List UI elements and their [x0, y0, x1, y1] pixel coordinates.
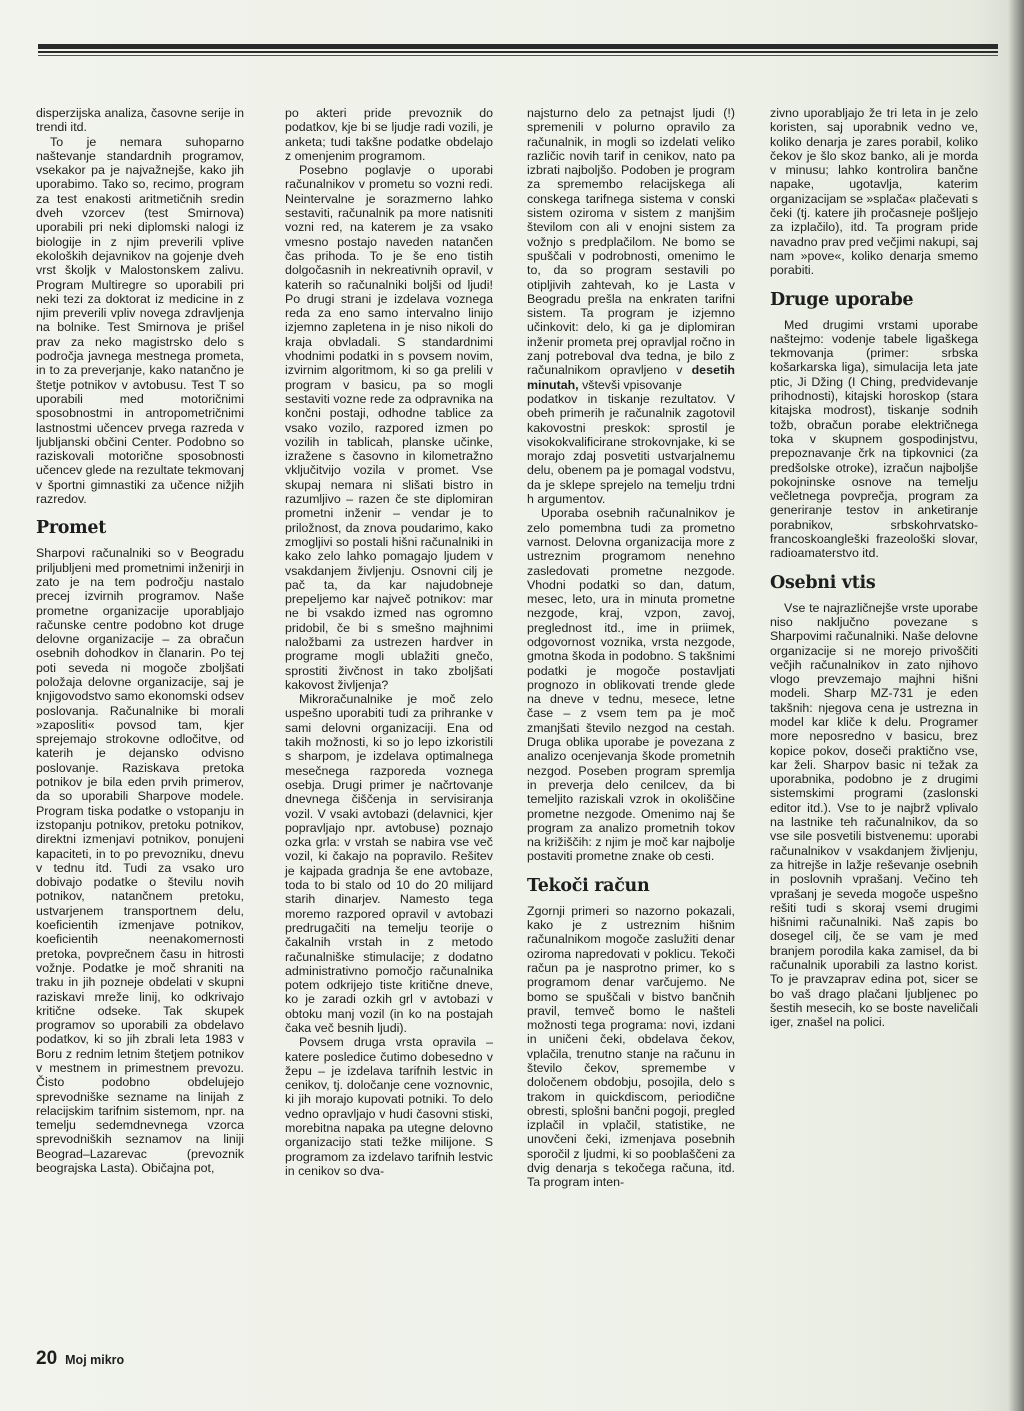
- paragraph-text: podatkov in tiskanje rezultatov. V obeh primerih je računalnik zagotovil kakovostni preskok: sprostil je visokokvalificirane strokovnjake, ki se morajo zdaj posvetiti ustvarjalnemu delu, obenem pa je pomagal vodstvu, da je sklepe sprejelo na temelju trdni h argumentov.: [527, 391, 735, 507]
- paragraph-text: Posebno poglavje o uporabi računalnikov v prometu so vozni redi. Neintervalne je sorazmerno lahko sestaviti, računalnik pa more natisniti vozni red, na katerem je za vsako vmesno postajo naveden natančen čas prihoda. To je še eno tistih dolgočasnih in nekreativnih opravil, v katerih so računalniki boljši od ljudi! Po drugi strani je izdelava voznega reda za eno samo intervalno linijo izjemno zapletena in je niso nikoli do kraja obvladali. S standardnimi vhodnimi podatki in s povsem novim, izvirnim algoritmom, ki so ga prelili v program v basicu, pa so mogli sestaviti vozne rede za odpravnika na končni postaji, odhodne tablice za vsako vozilo, razpored izmen po vozilih in tablicah, planske učinke, izražene s časovno in kilometražno vključitvijo vozila v promet. Vse skupaj nemara ni slišati bistro in razumljivo – razen če ste diplomiran prometni inženir – vendar je to priložnost, da znova poudarimo, kako zmogljivi so postali hišni računalniki in kako zelo lahko pomagajo ljudem v vsakdanjem življenju. Osnovni cilj je pač ta, da kar najudobneje prepeljemo kar največ potnikov: mar ne bi vsakdo izmed nas ogromno pridobil, če bi s smešno majhnimi naložbami za ustrezen hardver in programe mogli ublažiti gnečo, sprostiti živčnost in tako zboljšati kakovost življenja?: [285, 163, 493, 692]
- paragraph-text: Mikroračunalnike je moč zelo uspešno uporabiti tudi za prihranke v sami delovni organizaciji. Ena od takih možnosti, ki so jo lepo izkoristili s sharpom, je izdelava optimalnega mesečnega razporeda voznega osebja. Drugi primer je načrtovanje dnevnega čiščenja in servisiranja vozil. V vsaki avtobazi (delavnici, kjer popravljajo npr. avtobuse) poznajo ozka grla: v vrstah se nabira vse več vozil, ki čakajo na popravilo. Rešitev je kajpada gradnja še ene avtobaze, toda to bi stalo od 10 do 20 milijard starih dinarjev. Namesto tega moremo razpored opravil v avtobazi predrugačiti na temelju teorije o čakalnih vrstah in z metodo računalniške stimulacije; z dodatno administrativno pomočjo računalnika potem odkrijejo tiste kritične dneve, ko je zaradi ozkih grl v avtobazi v obtoku manj vozil (in ko na postajah čaka več besnih ljudi).: [285, 692, 493, 1035]
- paragraph: [770, 601, 978, 1030]
- page-number: 20: [36, 1348, 58, 1369]
- paragraph: [527, 506, 735, 863]
- paragraph: [285, 163, 493, 692]
- column-1: [36, 106, 244, 1175]
- paragraph-text: Vse te najrazličnejše vrste uporabe niso naključno povezane s Sharpovimi računalniki. Naše delovne organizacije si ne morejo privoščiti večjih računalnikov in zato njihovo vlogo prevzemajo majhni hišni modeli. Sharp MZ-731 je eden takšnih: njegova cena je ustrezna in model kar kliče k delu. Programer more neposredno v basicu, brez kopice pokov, doseči praktično vse, kar želi. Sharpov basic ni težak za uporabnika, podobno je z drugimi sistemskimi programi (zaslonski editor itd.). Vse to je najbrž vplivalo na lastnike teh računalnikov, da so vse sile posvetili bistvenemu: uporabi računalnikov v vsakdanjem življenju, za hitrejše in lažje reševanje osebnih in poslovnih vprašanj. Večino teh vprašanj je seveda mogoče uspešno rešiti tudi s skoraj vsemi drugimi hišnimi računalniki. Naš zapis bo dosegel cilj, če se vam je med branjem porodila kaka zamisel, da bi računalnik uporabili za lastno korist. To je pravzaprav edina pot, sicer se bo vaš drago plačani ljubljenec po šestih mesecih, ko se boste naveličali iger, znašel na polici.: [770, 600, 978, 1030]
- paragraph-text: Sharpovi računalniki so v Beogradu priljubljeni med prometnimi inženirji in zato je na tem področju nastalo precej izvirnih programov. Naše prometne organizacije uporabljajo računske centre podobno kot druge delovne organizacije – za obračun osebnih dohodkov in članarin. Po tej poti seveda ni mogoče zboljšati položaja delovne organizacije, saj je knjigovodstvo samo ekonomski odsev poslovanja. Računalnike bi morali »zaposliti« povsod tam, kjer sprejemajo strokovne odločitve, od katerih je dejansko odvisno poslovanje. Raziskava pretoka potnikov je bila eden prvih primerov, da so uporabili Sharpove modele. Program tiska podatke o vstopanju in izstopanju potnikov, pretoku potnikov, direktni izmenjavi potnikov, ponujeni kapaciteti, in to po prevozniku, dnevu v tednu itd. Tudi za vsako uro dobivajo podatke o številu novih potnikov, natančnem pretoku, ustvarjenem transportnem delu, koeficientih izmenjave potnikov, koeficientih neenakomernosti pretoka, povprečnem času in hitrosti vožnje. Podatke je moč shraniti na traku in jih pozneje obdelati v skupni raziskavi mreže linij, ko odkrivajo kritične odseke. Tak skupek programov so uporabili za obdelavo podatkov, ki so jih zbrali leta 1983 v Boru z rednim letnim štetjem potnikov v mestnem in primestnem prevozu. Čisto podobno obdelujejo sprevodniške sezname na linijah z relacijskim tarifnim sistemom, npr. na temelju sedemdnevnega vzorca sprevodniških seznamov na liniji Beograd–Lazarevac (prevoznik beograjska Lasta). Običajna pot,: [36, 546, 244, 1176]
- top-rule: [38, 44, 998, 49]
- paragraph-text: To je nemara suhoparno naštevanje standardnih programov, vsekakor pa je najvažnejše, kako jih uporabimo. Tako so, recimo, program za test enakosti aritmetičnih sredin dveh vzorcev (test Smirnova) uporabili pri neki diplomski nalogi iz biologije in z njim preverili vplive ekoloških dejavnikov na gojenje dveh vrst školjk v Malostonskem zalivu. Program Multiregre so uporabili pri neki tezi za doktorat iz medicine in z njim preverili vpliv novega zdravljenja na bolnike. Test Smirnova je prišel prav za neko magistrsko delo s področja javnega mestnega prometa, in to za preverjanje, kako natančno je štetje potnikov v avtobusu. Test T so uporabili med motoričnimi sposobnostmi in antropometričnimi lastnostmi učencev prvega razreda v ljubljanski občini Center. Podobno so raziskovali motorične sposobnosti učencev glede na rezultate tekmovanj v športni gimnastiki za učence nižjih razredov.: [36, 134, 245, 507]
- page-edge-shadow: [1008, 0, 1024, 1411]
- paragraph-text: zivno uporabljajo že tri leta in je zelo koristen, saj uporabnik vedno ve, koliko denarja je zares porabil, koliko čekov je šlo skoz banko, ali je morda v minusu; lahko kontrolira bančne napake, ugotavlja, katerim organizacijam se »splača« plačevati s čeki (tj. katere jih pročasneje pošljejo za izplačilo), itd. Ta program pride navadno prav pred večjimi nakupi, saj nam »pove«, koliko denarja smemo porabiti.: [770, 106, 978, 278]
- magazine-name: Moj mikro: [65, 1353, 125, 1367]
- section-heading: Promet: [36, 518, 106, 539]
- column-4: [770, 106, 978, 1030]
- paragraph: [527, 904, 735, 1190]
- paragraph: [285, 692, 493, 1035]
- section-heading: Druge uporabe: [770, 289, 914, 310]
- paragraph: [36, 546, 244, 1175]
- paragraph-text: Povsem druga vrsta opravila – katere posledice čutimo dobesedno v žepu – je izdelava tarifnih lestvic in cenikov, tj. določanje cene voznovnic, ki jih morajo kupovati potniki. To delo vedno opravljajo v hudi časovni stiski, morebitna napaka pa utegne delovno organizacijo stati težke milijone. S programom za izdelavo tarifnih lestvic in cenikov so dva-: [285, 1035, 493, 1178]
- paragraph: [527, 106, 735, 392]
- paragraph-text: Med drugimi vrstami uporabe naštejmo: vodenje tabele ligaškega tekmovanja (primer: srbska košarkarska liga), simulacija leta jate ptic, Ji Džing (I Ching, predvidevanje prihodnosti), kitajski horoskop (stara kitajska modrost), tiskanje sodnih tožb, obračun porabe električnega toka v skupnem gospodinjstvu, prepoznavanje črk na tipkovnici (za predšolske otroke), izračun najboljše pokojninske osnove na temelju večletnega povprečja, program za generiranje testov in anketiranje porabnikov, srbskohrvatsko-francoskoangleški frazeološki slovar, radioamaterstvo itd.: [770, 317, 978, 561]
- paragraph-text: vštevši vpisovanje: [578, 377, 682, 392]
- top-rule-thin: [38, 51, 998, 53]
- paragraph-text: Uporaba osebnih računalnikov je zelo pomembna tudi za prometno varnost. Delovna organizacija more z ustreznim programom nenehno zasledovati prometne nezgode. Vhodni podatki so dan, datum, mesec, leto, ura in minuta prometne nezgode, kraj, vzpon, zavoj, preglednost itd., ime in priimek, odgovornost voznika, vrsta nezgode, gmotna škoda in podobno. S takšnimi podatki je mogoče postavljati prognozo in oblikovati trende glede na dneve v tednu, mesece, letne čase – z vsem tem pa je moč zmanjšati število nezgod na cestah. Druga oblika uporabe je povezana z analizo ocenjevanja škode prometnih nezgod. Poseben program spremlja in preverja delo cenilcev, da bi temeljito raziskali vzrok in okoliščine prometne nezgode. Omenimo naj še program za analizo prometnih tokov na križiščih: z njim je moč kar najbolje postaviti prometne znake ob cesti.: [527, 506, 735, 864]
- paragraph: [285, 106, 493, 163]
- column-3: [527, 106, 735, 1190]
- paragraph: [527, 392, 735, 506]
- paragraph-text: Zgornji primeri so nazorno pokazali, kako je z ustreznim hišnim računalnikom mogoče zaslužiti denar oziroma napredovati v poklicu. Tekoči račun pa je nasprotno primer, ko s programom denar varčujemo. Ne bomo se spuščali v bistvo bančnih pravil, temveč bomo le našteli možnosti tega programa: novi, izdani in uničeni čeki, obdelava čekov, vplačila, trenutno stanje na računu in število čekov, spremembe v določenem obdobju, posojila, delo s trakom in quickdiscom, periodične obresti, splošni bančni pogoji, pregled izplačil in vplačil, statistike, ne unovčeni čeki, izmenjava posebnih sporočil z ljudmi, ki so pooblaščeni za dvig denarja s tekočega računa, itd. Ta program inten-: [527, 903, 735, 1190]
- paragraph: [36, 135, 244, 507]
- paragraph: [770, 106, 978, 278]
- paragraph-text: disperzijska analiza, časovne serije in trendi itd.: [36, 106, 244, 135]
- section-heading: Tekoči račun: [527, 875, 650, 896]
- paragraph: [36, 106, 244, 135]
- page-footer: [36, 1348, 124, 1370]
- column-2: [285, 106, 493, 1178]
- paragraph-text: po akteri pride prevoznik do podatkov, kje bi se ljudje radi vozili, je anketa; tudi takšne podatke obdelajo z omenjenim programom.: [285, 106, 493, 163]
- section-heading: Osebni vtis: [770, 572, 876, 593]
- paragraph: [285, 1035, 493, 1178]
- paragraph-text: najsturno delo za petnajst ljudi (!) spremenili v polurno opravilo za računalnik, in mogli so izdelati veliko različic novih tarif in cenikov, nato pa izbrati najboljšo. Podoben je program za spremembo relacijskega ali conskega tarifnega sistema v conski sistem oziroma v sistem z manjšim številom con ali v enojni sistem za vožnjo s predplačilom. Ne bomo se spuščali v podrobnosti, omenimo le to, da so program sestavili po otipljivih zahtevah, ko je Lasta v Beogradu prešla na enkraten tarifni sistem. Ta program je izjemno učinkovit: delo, ki ga je diplomiran inženir prometa prej opravljal ročno in zanj potreboval dva tedna, je bilo z računalnikom opravljeno v: [527, 106, 735, 378]
- bold-phrase: desetih minutah,: [527, 363, 735, 392]
- paragraph: [770, 318, 978, 561]
- top-rule-hairline: [38, 55, 998, 56]
